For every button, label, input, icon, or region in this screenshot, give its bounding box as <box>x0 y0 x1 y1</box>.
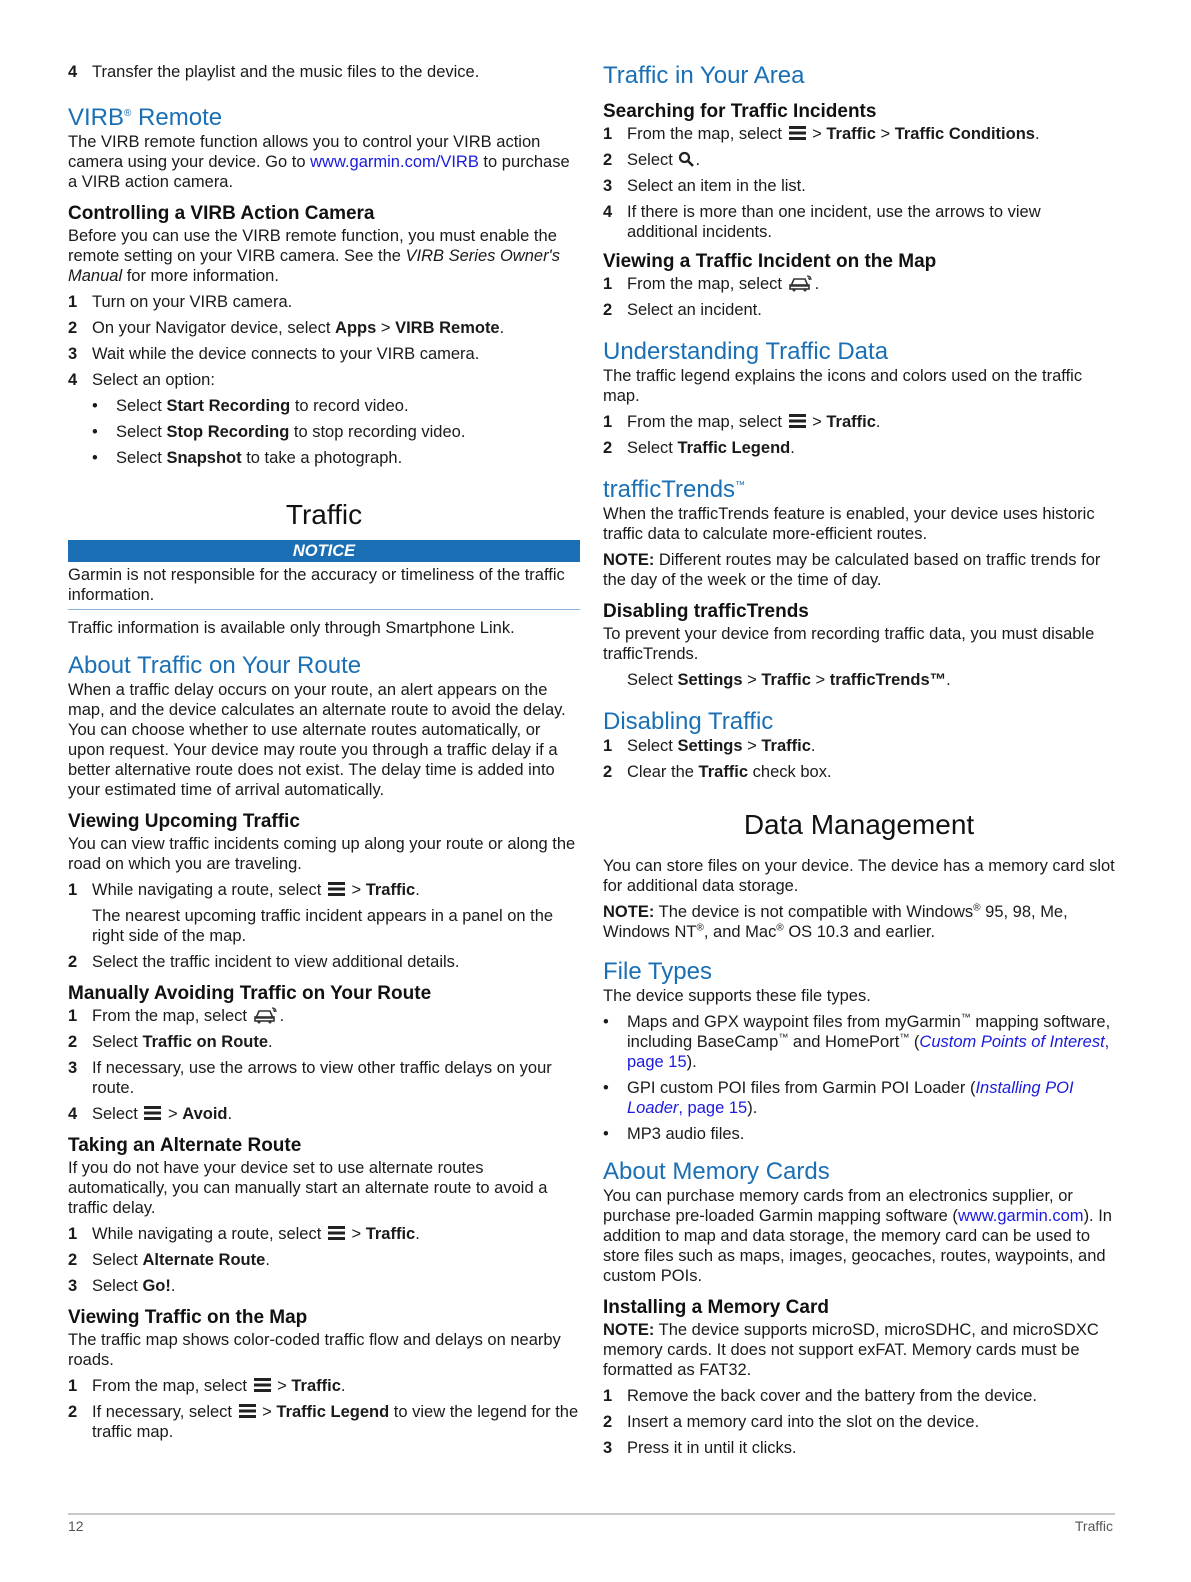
avoid-step-1: 1 From the map, select . <box>68 1007 285 1025</box>
garmin-link[interactable]: www.garmin.com <box>957 1207 1084 1225</box>
menu-icon <box>254 1378 271 1392</box>
alternate-route-text: If you do not have your device set to use alternate routes automatically, you can manually start an alternate route to avoid a traffic delay. <box>68 1159 548 1217</box>
notice-text: Garmin is not responsible for the accuracy or timeliness of the traffic information. <box>68 566 565 604</box>
understanding-traffic-data-heading: Understanding Traffic Data <box>603 338 889 365</box>
menu-icon <box>144 1106 161 1120</box>
menu-icon <box>328 1226 345 1240</box>
file-type-mp3: • MP3 audio files. <box>603 1125 745 1143</box>
poi-loader-link[interactable]: Installing POI Loader, page 15 <box>627 1079 1074 1117</box>
traffictrends-heading: trafficTrends™ <box>603 476 746 503</box>
virb-option-stop: • Select Stop Recording to stop recording video. <box>92 423 466 441</box>
about-traffic-route-text: When a traffic delay occurs on your route, an alert appears on the map, and the device calculates an alternate route to avoid the delay. You can choose whether to use alternate routes automatically, or upon request. Your device may route you through a traffic delay if a better alternative route does not exist. The delay time is added into your estimated time of arrival automatically. <box>68 681 566 799</box>
step-transfer: 4 Transfer the playlist and the music files to the device. <box>68 63 480 81</box>
page-number: 12 <box>68 1518 84 1534</box>
virb-option-start: • Select Start Recording to record video. <box>92 397 409 415</box>
virb-option-snapshot: • Select Snapshot to take a photograph. <box>92 449 403 467</box>
traffic-in-area-heading: Traffic in Your Area <box>603 62 805 89</box>
avoid-step-2: 2 Select Traffic on Route. <box>68 1033 273 1051</box>
right-column <box>603 62 1115 1464</box>
alternate-step-3: 3 Select Go!. <box>68 1277 176 1295</box>
traffic-on-map-text: The traffic map shows color-coded traffic flow and delays on nearby roads. <box>68 1331 561 1369</box>
disabling-traffictrends-text: To prevent your device from recording traffic data, you must disable trafficTrends. <box>603 625 1095 663</box>
search-step-4: 4 If there is more than one incident, use the arrows to view additional incidents. <box>603 203 1041 241</box>
searching-incidents-heading: Searching for Traffic Incidents <box>603 101 877 122</box>
disabling-traffic-heading: Disabling Traffic <box>603 708 774 735</box>
alternate-step-2: 2 Select Alternate Route. <box>68 1251 270 1269</box>
disabling-step-1: 1 Select Settings > Traffic. <box>603 737 816 755</box>
data-management-note: NOTE: The device is not compatible with Windows® 95, 98, Me, Windows NT®, and Mac® OS 10.3 and earlier. <box>603 902 1068 941</box>
avoid-step-3: 3 If necessary, use the arrows to view other traffic delays on your route. <box>68 1059 552 1097</box>
controlling-virb-intro: Before you can use the VIRB remote function, you must enable the remote setting on your VIRB camera. See the VIRB Series Owner's Manual for more information. <box>68 227 560 285</box>
virb-intro: The VIRB remote function allows you to control your VIRB action camera using your device. Go to www.garmin.com/VIRB to purchase a VIRB action camera. <box>68 133 570 191</box>
disabling-traffictrends-heading: Disabling trafficTrends <box>603 601 809 622</box>
viewing-upcoming-traffic-text: You can view traffic incidents coming up along your route or along the road on which you are traveling. <box>68 835 576 873</box>
virb-step-1: 1 Turn on your VIRB camera. <box>68 293 293 311</box>
manually-avoiding-heading: Manually Avoiding Traffic on Your Route <box>68 983 432 1004</box>
file-type-gpi: • GPI custom POI files from Garmin POI Loader (Installing POI Loader, page 15). <box>603 1079 1074 1117</box>
custom-poi-link[interactable]: Custom Points of Interest, page 15 <box>627 1033 1110 1071</box>
traffic-availability: Traffic information is available only through Smartphone Link. <box>68 619 515 637</box>
upcoming-step-1-note: The nearest upcoming traffic incident appears in a panel on the right side of the map. <box>92 907 554 945</box>
about-memory-cards-text: You can purchase memory cards from an electronics supplier, or purchase pre-loaded Garmin mapping software (www.garmin.com). In addition to map and data storage, the memory card can be used to store files such as maps, images, geocaches, routes, waypoints, and custom POIs. <box>603 1187 1112 1285</box>
about-traffic-route-heading: About Traffic on Your Route <box>68 652 362 679</box>
menu-icon <box>789 414 806 428</box>
install-step-3: 3 Press it in until it clicks. <box>603 1439 797 1457</box>
virb-step-3: 3 Wait while the device connects to your VIRB camera. <box>68 345 480 363</box>
file-types-heading: File Types <box>603 958 712 985</box>
left-column <box>68 62 580 1448</box>
on-map-step-2: 2 If necessary, select > Traffic Legend to view the legend for the traffic map. <box>68 1403 579 1441</box>
virb-step-2: 2 On your Navigator device, select Apps > VIRB Remote. <box>68 319 505 337</box>
menu-icon <box>239 1404 256 1418</box>
menu-icon <box>328 882 345 896</box>
installing-memory-card-heading: Installing a Memory Card <box>603 1297 829 1318</box>
search-step-1: 1 From the map, select > Traffic > Traffic Conditions. <box>603 125 1040 143</box>
search-step-3: 3 Select an item in the list. <box>603 177 806 195</box>
viewing-upcoming-traffic-heading: Viewing Upcoming Traffic <box>68 811 300 832</box>
alternate-step-1: 1 While navigating a route, select > Traffic. <box>68 1225 420 1243</box>
footer-divider <box>68 1513 1115 1515</box>
file-type-maps: • Maps and GPX waypoint files from myGarmin™ mapping software, including BaseCamp™ and HomePort™ (Custom Points of Interest, page 15). <box>603 1012 1111 1071</box>
virb-remote-heading: VIRB® Remote <box>68 104 223 131</box>
data-management-text: You can store files on your device. The device has a memory card slot for additional data storage. <box>603 857 1115 895</box>
notice-divider <box>68 609 580 610</box>
understanding-traffic-data-text: The traffic legend explains the icons and colors used on the traffic map. <box>603 367 1083 405</box>
on-map-step-1: 1 From the map, select > Traffic. <box>68 1377 346 1395</box>
footer-section-name: Traffic <box>1074 1518 1113 1534</box>
disabling-traffictrends-step: Select Settings > Traffic > trafficTrends™. <box>627 671 951 689</box>
notice-banner: NOTICE <box>68 540 580 562</box>
avoid-step-4: 4 Select > Avoid. <box>68 1105 233 1123</box>
traffic-on-map-heading: Viewing Traffic on the Map <box>68 1307 308 1328</box>
menu-icon <box>789 126 806 140</box>
data-step-2: 2 Select Traffic Legend. <box>603 439 795 457</box>
install-step-1: 1 Remove the back cover and the battery from the device. <box>603 1387 1037 1405</box>
traffic-icon <box>253 1006 279 1024</box>
traffictrends-note: NOTE: Different routes may be calculated based on traffic trends for the day of the week or the time of day. <box>603 551 1101 589</box>
search-icon <box>678 151 694 167</box>
install-step-2: 2 Insert a memory card into the slot on the device. <box>603 1413 980 1431</box>
virb-step-4: 4 Select an option: <box>68 371 215 389</box>
data-management-title: Data Management <box>743 809 975 840</box>
traffic-icon <box>788 274 814 292</box>
upcoming-step-1: 1 While navigating a route, select > Traffic. <box>68 881 420 899</box>
about-memory-cards-heading: About Memory Cards <box>603 1158 830 1185</box>
traffic-chapter-title: Traffic <box>285 499 363 530</box>
alternate-route-heading: Taking an Alternate Route <box>68 1135 302 1156</box>
disabling-step-2: 2 Clear the Traffic check box. <box>603 763 832 781</box>
search-step-2: 2 Select . <box>603 151 701 169</box>
incident-step-2: 2 Select an incident. <box>603 301 762 319</box>
installing-memory-card-note: NOTE: The device supports microSD, microSDHC, and microSDXC memory cards. It does not support exFAT. Memory cards must be formatted as FAT32. <box>603 1321 1099 1379</box>
upcoming-step-2: 2 Select the traffic incident to view additional details. <box>68 953 460 971</box>
incident-step-1: 1 From the map, select . <box>603 275 820 293</box>
virb-link[interactable]: www.garmin.com/VIRB <box>310 153 479 171</box>
controlling-virb-heading: Controlling a VIRB Action Camera <box>68 203 375 224</box>
viewing-incident-heading: Viewing a Traffic Incident on the Map <box>603 251 937 272</box>
file-types-text: The device supports these file types. <box>603 987 871 1005</box>
traffictrends-text: When the trafficTrends feature is enabled, your device uses historic traffic data to calculate more-efficient routes. <box>603 505 1095 543</box>
data-step-1: 1 From the map, select > Traffic. <box>603 413 881 431</box>
